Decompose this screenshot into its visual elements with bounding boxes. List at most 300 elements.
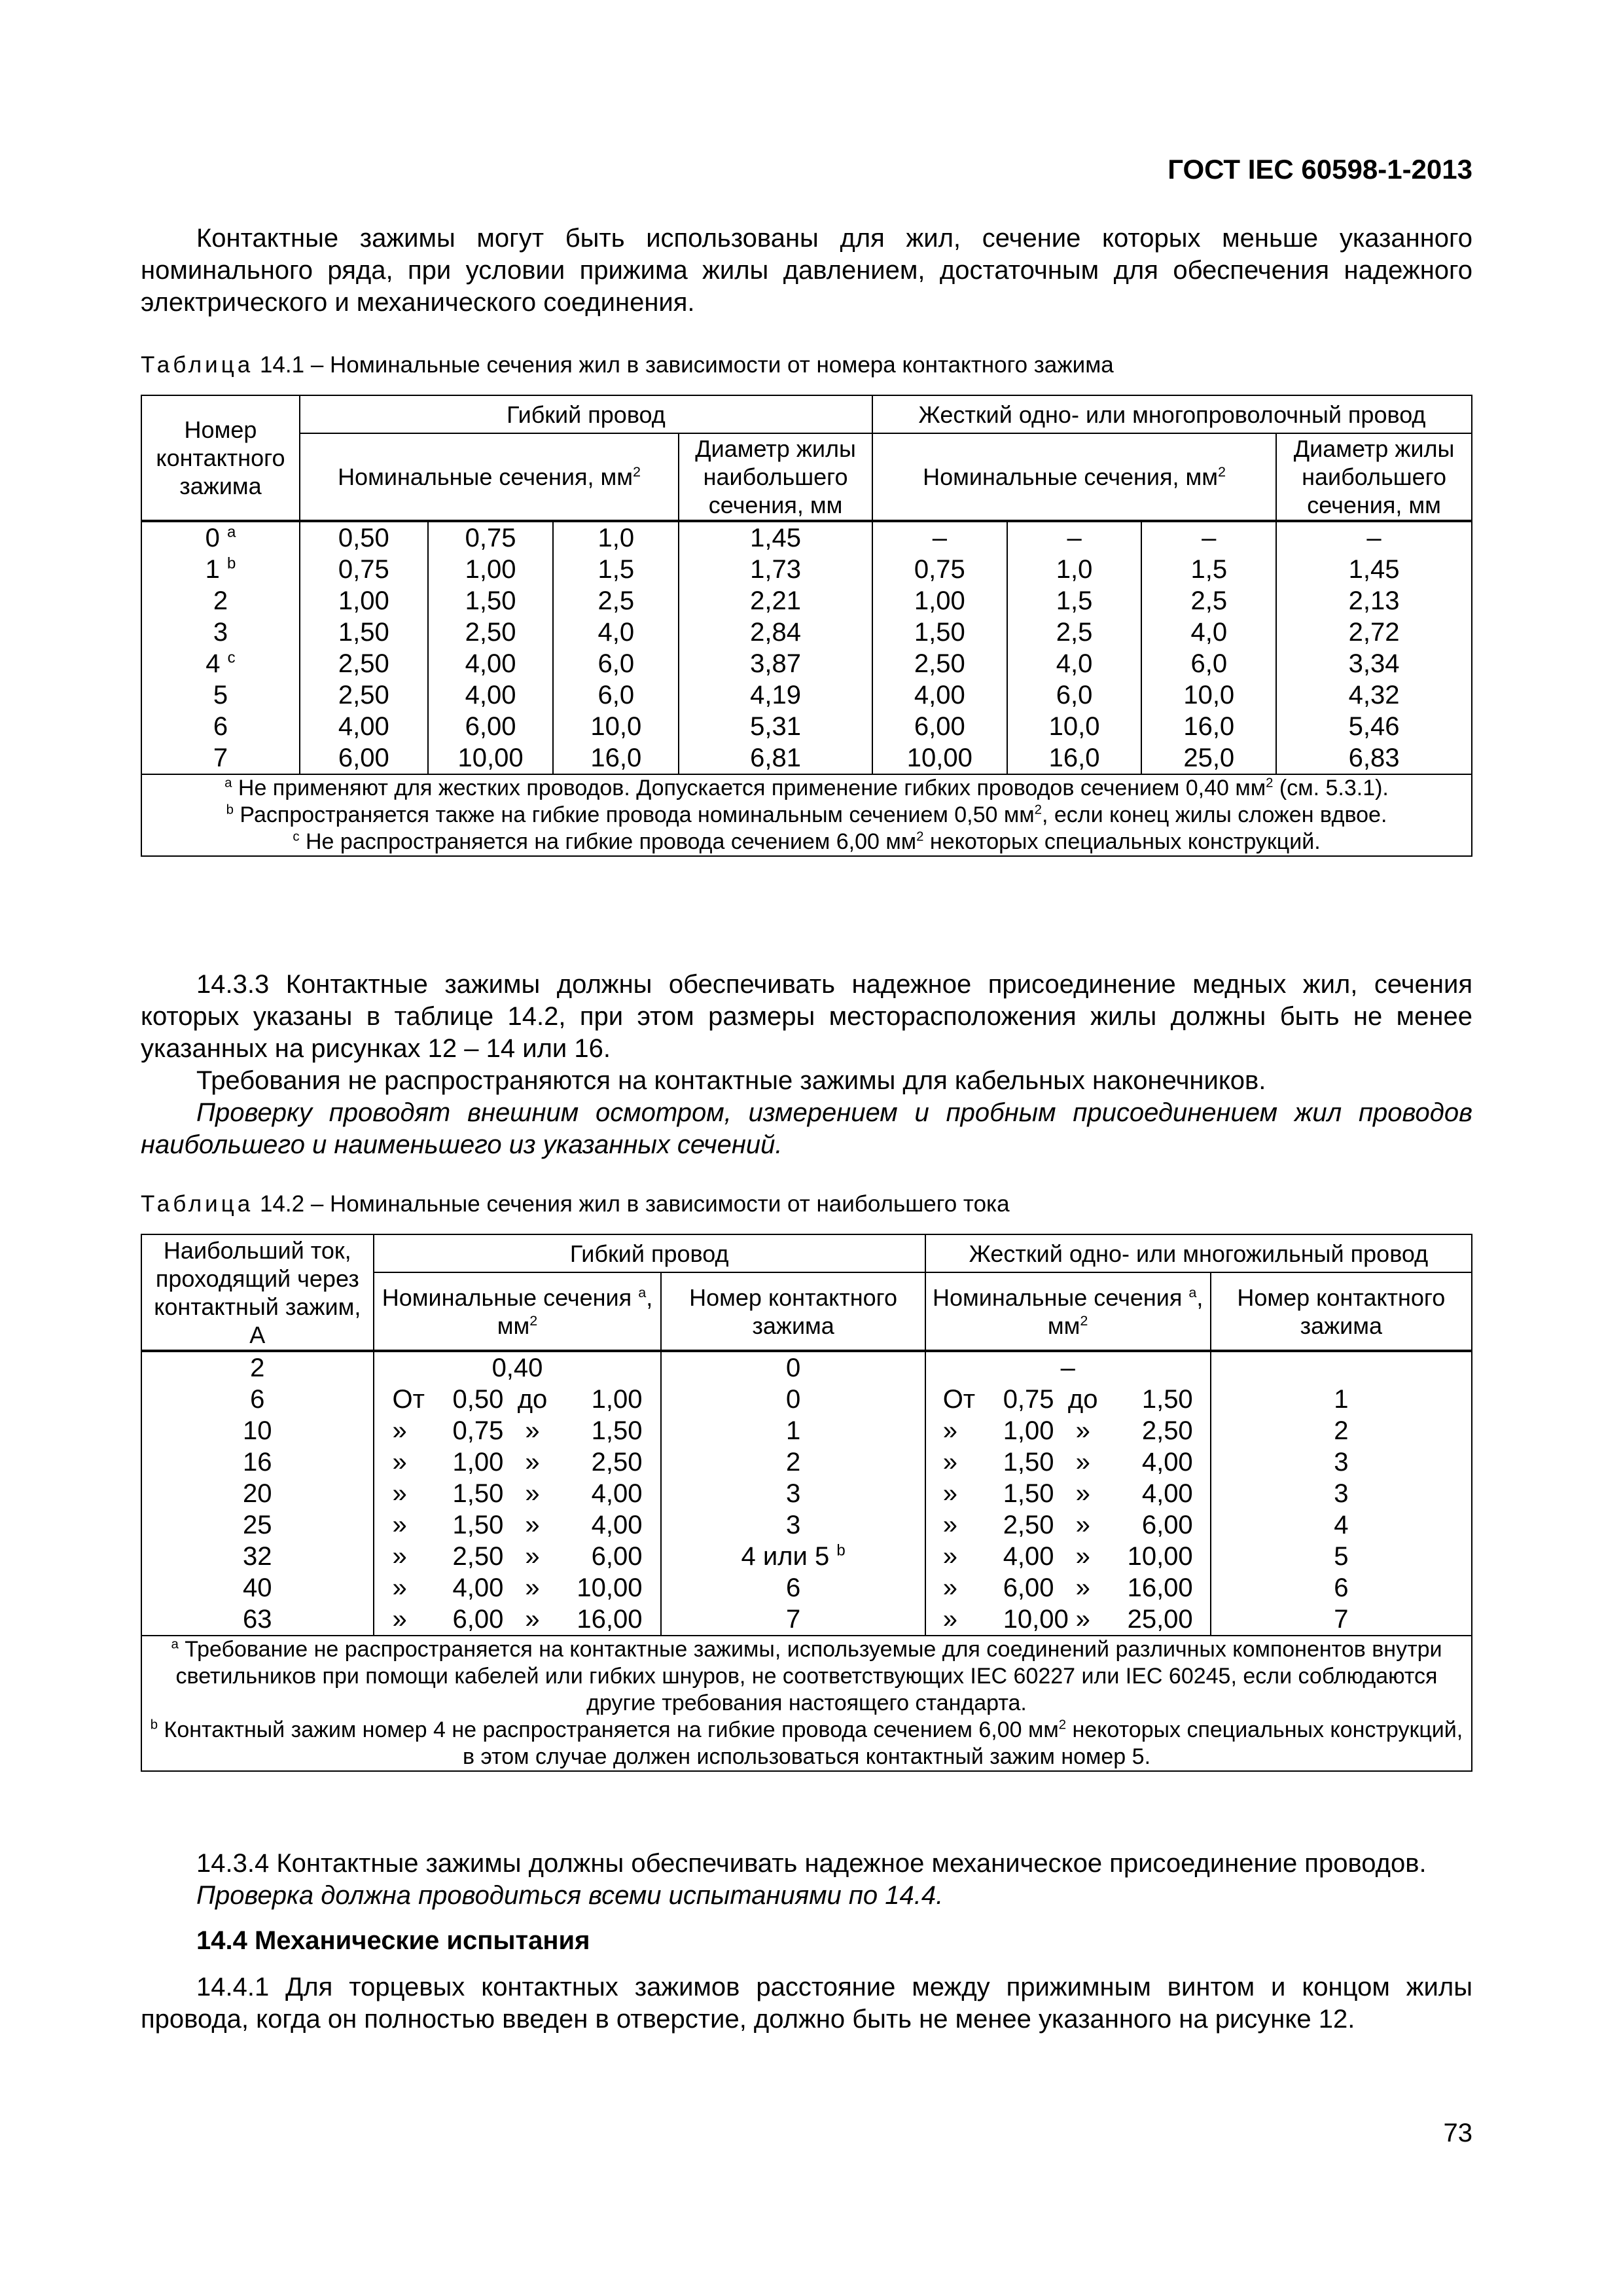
- footnote-text: Контактный зажим номер 4 не распространяется на гибкие провода сечением 6,00 мм: [164, 1717, 1059, 1742]
- range-to-word: до: [517, 1385, 548, 1414]
- t1-cell-flex-1: 0,50: [300, 521, 428, 554]
- range: [392, 1542, 642, 1571]
- t1-cell-flex-2: 1,00: [428, 554, 554, 585]
- range-to: 4,00: [1141, 1448, 1193, 1477]
- range-to: 6,00: [591, 1542, 643, 1571]
- t2-rigid-nominal-sup-a: a: [1188, 1283, 1197, 1300]
- table-row: [141, 679, 1472, 711]
- t1-header-flex-diameter: Диаметр жилы наибольшего сечения, мм: [679, 433, 872, 521]
- t2-cell-rigid-range: [925, 1572, 1211, 1604]
- t2-header-flexible: Гибкий провод: [374, 1234, 925, 1272]
- t2-cell-rigid-range: [925, 1604, 1211, 1636]
- t2-rigid-nominal-unit: , мм: [1047, 1283, 1204, 1339]
- range-from: 0,75: [452, 1416, 504, 1445]
- table-row: [141, 1572, 1472, 1604]
- t2-cell-current: 32: [141, 1541, 374, 1572]
- t1-cell-flex-3: 1,0: [553, 521, 679, 554]
- t2-cell-rigid-range: [925, 1541, 1211, 1572]
- range-to: 10,00: [577, 1573, 643, 1602]
- range: [392, 1385, 642, 1414]
- table-row: [141, 1415, 1472, 1446]
- t1-cell-flex-2: 0,75: [428, 521, 554, 554]
- range: [943, 1448, 1193, 1477]
- range-to-word: »: [1075, 1605, 1090, 1634]
- footnote: [149, 1717, 1465, 1770]
- t1-clamp-no-value: 2: [213, 586, 228, 615]
- t2-flex-clamp-value: 0: [785, 1354, 801, 1382]
- t1-cell-clamp-no: [141, 679, 300, 711]
- t1-cell-rigid-2: 4,0: [1007, 648, 1142, 679]
- t1-cell-clamp-no: [141, 617, 300, 648]
- table-14-2: [141, 1234, 1472, 1772]
- t1-cell-rigid-diameter: –: [1276, 521, 1472, 554]
- footnote-mark: a: [171, 1637, 179, 1652]
- table-row: [141, 521, 1472, 554]
- t1-cell-flex-3: 6,0: [553, 648, 679, 679]
- table-row: [141, 742, 1472, 774]
- t2-cell-rigid-clamp: 1: [1211, 1384, 1472, 1415]
- t1-cell-flex-2: 2,50: [428, 617, 554, 648]
- t1-cell-rigid-3: 2,5: [1141, 585, 1276, 617]
- range-value: 0,40: [491, 1354, 543, 1382]
- t1-rigid-nominal-sup: 2: [1218, 463, 1226, 480]
- range-from-word: »: [942, 1605, 957, 1634]
- table-row: [141, 554, 1472, 585]
- t2-cell-rigid-clamp: 2: [1211, 1415, 1472, 1446]
- t1-header-rigid: Жесткий одно- или многопроволочный провод: [872, 395, 1472, 433]
- t2-cell-current: 16: [141, 1446, 374, 1478]
- para-14-3-3: 14.3.3 Контактные зажимы должны обеспечивать надежное присоединение медных жил, сечения которых указаны в таблице 14.2, при этом размеры месторасположения жилы должны быть не менее указанных на рисунках 12 – 14 или 16.: [141, 970, 1472, 1063]
- t2-header-flex-clamp: Номер контактного зажима: [661, 1272, 925, 1351]
- t1-cell-rigid-diameter: 5,46: [1276, 711, 1472, 742]
- t1-cell-rigid-1: 1,50: [872, 617, 1007, 648]
- t1-header-flexible: Гибкий провод: [300, 395, 872, 433]
- t1-cell-rigid-3: –: [1141, 521, 1276, 554]
- range-from-word: »: [942, 1542, 957, 1571]
- t1-cell-flex-diameter: 2,21: [679, 585, 872, 617]
- table2-caption-text: 14.2 – Номинальные сечения жил в зависимости от наибольшего тока: [259, 1191, 1010, 1217]
- t2-flex-clamp-value: 1: [785, 1416, 801, 1445]
- range: [943, 1479, 1193, 1508]
- t2-cell-rigid-clamp: 5: [1211, 1541, 1472, 1572]
- range-from-word: »: [942, 1573, 957, 1602]
- t2-cell-rigid-range: [925, 1415, 1211, 1446]
- t2-cell-rigid-clamp: 6: [1211, 1572, 1472, 1604]
- t1-cell-rigid-2: 1,5: [1007, 585, 1142, 617]
- t2-cell-flex-range: [374, 1541, 662, 1572]
- range: [392, 1605, 642, 1634]
- t1-cell-flex-1: 1,50: [300, 617, 428, 648]
- range-from-word: »: [942, 1416, 957, 1445]
- t1-cell-clamp-no: [141, 585, 300, 617]
- range-to: 2,50: [591, 1448, 643, 1477]
- t1-cell-flex-1: 4,00: [300, 711, 428, 742]
- t1-cell-flex-2: 10,00: [428, 742, 554, 774]
- t1-cell-rigid-3: 4,0: [1141, 617, 1276, 648]
- t2-flex-nominal-unit: , мм: [497, 1283, 653, 1339]
- t1-cell-rigid-3: 16,0: [1141, 711, 1276, 742]
- t2-header-rigid-clamp: Номер контактного зажима: [1211, 1272, 1472, 1351]
- t1-header-rigid-nominal: [872, 433, 1276, 521]
- t1-cell-clamp-no: [141, 554, 300, 585]
- t2-cell-current: 20: [141, 1478, 374, 1509]
- t1-cell-flex-diameter: 2,84: [679, 617, 872, 648]
- range-to: 4,00: [591, 1511, 643, 1539]
- range: [392, 1511, 642, 1539]
- footnote-text: Не распространяется на гибкие провода сечением 6,00 мм: [306, 829, 917, 854]
- range-from: 1,50: [452, 1511, 504, 1539]
- t2-cell-current: 25: [141, 1509, 374, 1541]
- range-from: 4,00: [1003, 1542, 1054, 1571]
- t1-clamp-no-footnote-mark: b: [226, 554, 236, 573]
- range-from: 1,50: [1003, 1448, 1054, 1477]
- table1-caption-label: Таблица: [141, 352, 254, 378]
- range: [392, 1416, 642, 1445]
- range-to-word: »: [525, 1573, 540, 1602]
- para-14-3-3-note: Требования не распространяются на контактные зажимы для кабельных наконечников.: [196, 1066, 1266, 1095]
- table-14-1: [141, 395, 1472, 857]
- range-from-word: »: [942, 1511, 957, 1539]
- t1-cell-rigid-3: 10,0: [1141, 679, 1276, 711]
- t1-cell-rigid-3: 1,5: [1141, 554, 1276, 585]
- t1-clamp-no-value: 7: [213, 744, 228, 772]
- footnote-tail: некоторых специальных конструкций, в этом случае должен использоваться контактный зажим номер 5.: [462, 1717, 1463, 1769]
- table-row: [141, 1509, 1472, 1541]
- footnote-text: Не применяют для жестких проводов. Допускается применение гибких проводов сечением 0,40 мм: [238, 776, 1266, 800]
- t2-cell-flex-range: [374, 1572, 662, 1604]
- t1-clamp-no-value: 1: [205, 555, 220, 584]
- t2-cell-rigid-clamp: 4: [1211, 1509, 1472, 1541]
- t2-cell-flex-clamp: [661, 1604, 925, 1636]
- t1-cell-rigid-diameter: 3,34: [1276, 648, 1472, 679]
- document-page: [141, 0, 1472, 2296]
- t2-header-rigid-nominal: [925, 1272, 1211, 1351]
- t2-flex-clamp-value: 3: [785, 1479, 801, 1508]
- t1-cell-flex-diameter: 5,31: [679, 711, 872, 742]
- document-code: ГОСТ IEC 60598-1-2013: [1168, 154, 1472, 185]
- range-to-word: »: [1075, 1542, 1090, 1571]
- t2-rigid-nominal-text: Номинальные сечения: [932, 1283, 1183, 1311]
- range-from: 4,00: [452, 1573, 504, 1602]
- section-heading-14-4: 14.4 Механические испытания: [196, 1926, 590, 1955]
- t1-cell-flex-2: 4,00: [428, 679, 554, 711]
- range-to: 1,50: [1141, 1385, 1193, 1414]
- table1-footnotes: [141, 774, 1472, 856]
- t2-cell-rigid-range: [925, 1509, 1211, 1541]
- t1-clamp-no-value: 4: [205, 649, 221, 678]
- t1-cell-rigid-2: 16,0: [1007, 742, 1142, 774]
- t1-cell-flex-diameter: 1,45: [679, 521, 872, 554]
- table2-caption-label: Таблица: [141, 1191, 254, 1217]
- t1-cell-rigid-2: 1,0: [1007, 554, 1142, 585]
- t2-rigid-nominal-sup-2: 2: [1080, 1312, 1088, 1329]
- t1-cell-rigid-2: –: [1007, 521, 1142, 554]
- table1-body: [141, 521, 1472, 774]
- t2-cell-flex-clamp: [661, 1384, 925, 1415]
- footnote-tail: , если конец жилы сложен вдвое.: [1042, 802, 1387, 827]
- range-from: 1,50: [452, 1479, 504, 1508]
- range-from: 2,50: [1003, 1511, 1054, 1539]
- range-from: 2,50: [452, 1542, 504, 1571]
- t2-flex-clamp-value: 3: [785, 1511, 801, 1539]
- range-to: 4,00: [1141, 1479, 1193, 1508]
- t2-flex-clamp-footnote-mark: b: [836, 1541, 846, 1560]
- t1-cell-flex-3: 4,0: [553, 617, 679, 648]
- t1-cell-rigid-2: 2,5: [1007, 617, 1142, 648]
- range-to-word: »: [1075, 1573, 1090, 1602]
- t1-cell-flex-2: 6,00: [428, 711, 554, 742]
- range-to-word: »: [525, 1542, 540, 1571]
- range-to-word: »: [1075, 1479, 1090, 1508]
- range-from: 0,75: [1003, 1385, 1054, 1414]
- table-row: [141, 648, 1472, 679]
- range-from: 0,50: [452, 1385, 504, 1414]
- footnote: [149, 802, 1465, 829]
- range-from-word: От: [392, 1385, 425, 1414]
- t1-cell-flex-3: 1,5: [553, 554, 679, 585]
- t1-cell-flex-3: 16,0: [553, 742, 679, 774]
- t1-cell-rigid-diameter: 1,45: [1276, 554, 1472, 585]
- para-14-4-1: 14.4.1 Для торцевых контактных зажимов расстояние между прижимным винтом и концом жилы провода, когда он полностью введен в отверстие, должно быть не менее указанного на рисунке 12.: [141, 1973, 1472, 2034]
- t1-header-clamp-no: Номер контактного зажима: [141, 395, 300, 521]
- range: [943, 1511, 1193, 1539]
- range-to-word: »: [525, 1511, 540, 1539]
- t1-cell-flex-2: 4,00: [428, 648, 554, 679]
- range-to-word: »: [525, 1605, 540, 1634]
- t1-cell-flex-2: 1,50: [428, 585, 554, 617]
- t2-cell-flex-clamp: [661, 1572, 925, 1604]
- t1-cell-flex-3: 2,5: [553, 585, 679, 617]
- t2-header-rigid: Жесткий одно- или многожильный провод: [925, 1234, 1472, 1272]
- para-14-3-4-check: Проверка должна проводиться всеми испытаниями по 14.4.: [196, 1881, 944, 1910]
- t1-cell-flex-diameter: 3,87: [679, 648, 872, 679]
- t1-cell-rigid-diameter: 2,72: [1276, 617, 1472, 648]
- t1-cell-rigid-1: 0,75: [872, 554, 1007, 585]
- footnote-mark: a: [224, 776, 232, 791]
- t1-cell-flex-3: 6,0: [553, 679, 679, 711]
- t2-cell-flex-clamp: [661, 1351, 925, 1384]
- t2-cell-flex-clamp: [661, 1446, 925, 1478]
- t2-cell-rigid-clamp: [1211, 1351, 1472, 1384]
- table-row: [141, 1478, 1472, 1509]
- t2-cell-flex-range: [374, 1384, 662, 1415]
- t1-cell-rigid-diameter: 4,32: [1276, 679, 1472, 711]
- t2-cell-rigid-range: [925, 1384, 1211, 1415]
- range-to: 4,00: [591, 1479, 643, 1508]
- range: [943, 1416, 1193, 1445]
- t1-cell-clamp-no: [141, 521, 300, 554]
- t2-cell-rigid-range: [925, 1478, 1211, 1509]
- t1-cell-flex-diameter: 1,73: [679, 554, 872, 585]
- t1-cell-rigid-diameter: 2,13: [1276, 585, 1472, 617]
- t1-cell-rigid-2: 10,0: [1007, 711, 1142, 742]
- range-to-word: »: [1075, 1511, 1090, 1539]
- t1-clamp-no-footnote-mark: c: [227, 649, 236, 667]
- range-from-word: »: [942, 1479, 957, 1508]
- range-from-word: »: [392, 1448, 407, 1477]
- range-to-word: »: [1075, 1448, 1090, 1477]
- table-row: [141, 585, 1472, 617]
- t1-clamp-no-value: 5: [213, 681, 228, 709]
- range-to-word: »: [525, 1448, 540, 1477]
- t1-cell-flex-3: 10,0: [553, 711, 679, 742]
- footnote-mark: b: [150, 1717, 158, 1732]
- range-from-word: »: [392, 1511, 407, 1539]
- t1-cell-rigid-1: 6,00: [872, 711, 1007, 742]
- table-row: [141, 1541, 1472, 1572]
- t2-cell-current: 2: [141, 1351, 374, 1384]
- t1-cell-clamp-no: [141, 742, 300, 774]
- range: [943, 1605, 1193, 1634]
- table1-caption: [141, 352, 1114, 378]
- range-from: 1,50: [1003, 1479, 1054, 1508]
- t1-cell-flex-1: 2,50: [300, 648, 428, 679]
- t1-cell-clamp-no: [141, 648, 300, 679]
- t2-flex-clamp-value: 4 или 5: [741, 1542, 830, 1571]
- range-to: 25,00: [1127, 1605, 1193, 1634]
- t2-flex-clamp-value: 2: [785, 1448, 801, 1477]
- t1-cell-rigid-1: 10,00: [872, 742, 1007, 774]
- t1-cell-flex-diameter: 4,19: [679, 679, 872, 711]
- t2-cell-flex-clamp: [661, 1509, 925, 1541]
- range: [943, 1573, 1193, 1602]
- t2-header-flex-nominal: [374, 1272, 662, 1351]
- range-from-word: »: [942, 1448, 957, 1477]
- t1-cell-rigid-1: 4,00: [872, 679, 1007, 711]
- para-14-3-4: 14.3.4 Контактные зажимы должны обеспечивать надежное механическое присоединение проводов.: [196, 1849, 1427, 1878]
- range-to: 1,00: [591, 1385, 643, 1414]
- t2-cell-flex-range: [374, 1478, 662, 1509]
- t2-flex-clamp-value: 7: [785, 1605, 801, 1634]
- range-value: –: [1060, 1354, 1075, 1382]
- range-from: 1,00: [1003, 1416, 1054, 1445]
- table-row: [141, 617, 1472, 648]
- t1-flex-nominal-sup: 2: [632, 463, 641, 480]
- range-to: 16,00: [1127, 1573, 1193, 1602]
- intro-paragraph: Контактные зажимы могут быть использованы для жил, сечение которых меньше указанного номинального ряда, при условии прижима жилы давлением, достаточным для обеспечения надежного электрического и механического соединения.: [141, 224, 1472, 317]
- t1-cell-flex-1: 1,00: [300, 585, 428, 617]
- range: [392, 1448, 642, 1477]
- footnote-unit-sup: 2: [1266, 776, 1274, 791]
- t1-clamp-no-value: 0: [205, 524, 220, 552]
- range-to-word: до: [1067, 1385, 1098, 1414]
- table-row: [141, 711, 1472, 742]
- table2-footnotes: [141, 1636, 1472, 1771]
- t2-cell-flex-clamp: [661, 1478, 925, 1509]
- t1-cell-flex-1: 6,00: [300, 742, 428, 774]
- t2-flex-clamp-value: 6: [785, 1573, 801, 1602]
- footnote-mark: c: [293, 829, 300, 844]
- t1-cell-rigid-3: 25,0: [1141, 742, 1276, 774]
- range-to: 2,50: [1141, 1416, 1193, 1445]
- range-from: 10,00: [1003, 1605, 1069, 1634]
- range: [943, 1542, 1193, 1571]
- footnote-mark: b: [226, 802, 234, 817]
- t2-cell-flex-range: [374, 1509, 662, 1541]
- range-from-word: От: [942, 1385, 976, 1414]
- footnote-unit-sup: 2: [1034, 802, 1042, 817]
- table2-body: [141, 1351, 1472, 1636]
- footnote-text: Требование не распространяется на контактные зажимы, используемые для соединений различных компонентов внутри светильников при помощи кабелей или гибких шнуров, не соответствующих IEC 60227 или IEC 60245, если соблюдаются другие требования настоящего стандарта.: [175, 1637, 1442, 1715]
- t2-cell-rigid-clamp: 7: [1211, 1604, 1472, 1636]
- footnote-tail: некоторых специальных конструкций.: [923, 829, 1321, 854]
- t2-cell-rigid-range: [925, 1446, 1211, 1478]
- footnote-unit-sup: 2: [916, 829, 924, 844]
- range-to: 6,00: [1141, 1511, 1193, 1539]
- t2-cell-current: 63: [141, 1604, 374, 1636]
- t2-cell-flex-range: [374, 1415, 662, 1446]
- range-to: 1,50: [591, 1416, 643, 1445]
- t2-cell-rigid-clamp: 3: [1211, 1478, 1472, 1509]
- range-to-word: »: [1075, 1416, 1090, 1445]
- t1-clamp-no-value: 3: [213, 618, 228, 647]
- t2-cell-rigid-range: [925, 1351, 1211, 1384]
- t1-cell-rigid-diameter: 6,83: [1276, 742, 1472, 774]
- t2-cell-flex-range: [374, 1446, 662, 1478]
- t1-cell-rigid-1: 2,50: [872, 648, 1007, 679]
- t2-flex-nominal-sup-2: 2: [529, 1312, 538, 1329]
- range-from-word: »: [392, 1605, 407, 1634]
- t2-flex-clamp-value: 0: [785, 1385, 801, 1414]
- t2-flex-nominal-sup-a: a: [638, 1283, 647, 1300]
- range: [392, 1573, 642, 1602]
- table-row: [141, 1384, 1472, 1415]
- range-from-word: »: [392, 1542, 407, 1571]
- t2-cell-flex-clamp: [661, 1415, 925, 1446]
- t2-cell-flex-range: [374, 1604, 662, 1636]
- range-from-word: »: [392, 1416, 407, 1445]
- t1-header-flex-nominal: [300, 433, 679, 521]
- t2-flex-nominal-text: Номинальные сечения: [382, 1283, 632, 1311]
- t1-flex-nominal-text: Номинальные сечения, мм: [338, 463, 633, 490]
- t2-cell-current: 6: [141, 1384, 374, 1415]
- footnote-unit-sup: 2: [1058, 1717, 1067, 1732]
- para-14-3-3-check: Проверку проводят внешним осмотром, измерением и пробным присоединением жил проводов наибольшего и наименьшего из указанных сечений.: [141, 1098, 1472, 1159]
- table2-caption: [141, 1191, 1010, 1217]
- t2-cell-current: 10: [141, 1415, 374, 1446]
- t2-cell-flex-clamp: [661, 1541, 925, 1572]
- range-to: 16,00: [577, 1605, 643, 1634]
- table-row: [141, 1351, 1472, 1384]
- table-row: [141, 1446, 1472, 1478]
- t1-cell-clamp-no: [141, 711, 300, 742]
- footnote: [149, 1636, 1465, 1717]
- t2-cell-current: 40: [141, 1572, 374, 1604]
- range-to-word: »: [525, 1416, 540, 1445]
- t1-cell-flex-1: 2,50: [300, 679, 428, 711]
- t1-rigid-nominal-text: Номинальные сечения, мм: [923, 463, 1218, 490]
- t2-cell-rigid-clamp: 3: [1211, 1446, 1472, 1478]
- footnote: [149, 829, 1465, 855]
- range-from: 6,00: [452, 1605, 504, 1634]
- t1-cell-rigid-1: 1,00: [872, 585, 1007, 617]
- t1-cell-flex-diameter: 6,81: [679, 742, 872, 774]
- range-from: 1,00: [452, 1448, 504, 1477]
- t1-cell-rigid-1: –: [872, 521, 1007, 554]
- t1-header-rigid-diameter: Диаметр жилы наибольшего сечения, мм: [1276, 433, 1472, 521]
- t1-clamp-no-value: 6: [213, 712, 228, 741]
- footnote: [149, 775, 1465, 802]
- range-to: 10,00: [1127, 1542, 1193, 1571]
- t2-header-max-current: Наибольший ток, проходящий через контактный зажим, А: [141, 1234, 374, 1351]
- footnote-tail: (см. 5.3.1).: [1273, 776, 1389, 800]
- range-from: 6,00: [1003, 1573, 1054, 1602]
- t2-cell-flex-range: [374, 1351, 662, 1384]
- t1-clamp-no-footnote-mark: a: [226, 523, 236, 541]
- range: [392, 1479, 642, 1508]
- t1-cell-rigid-3: 6,0: [1141, 648, 1276, 679]
- range-to-word: »: [525, 1479, 540, 1508]
